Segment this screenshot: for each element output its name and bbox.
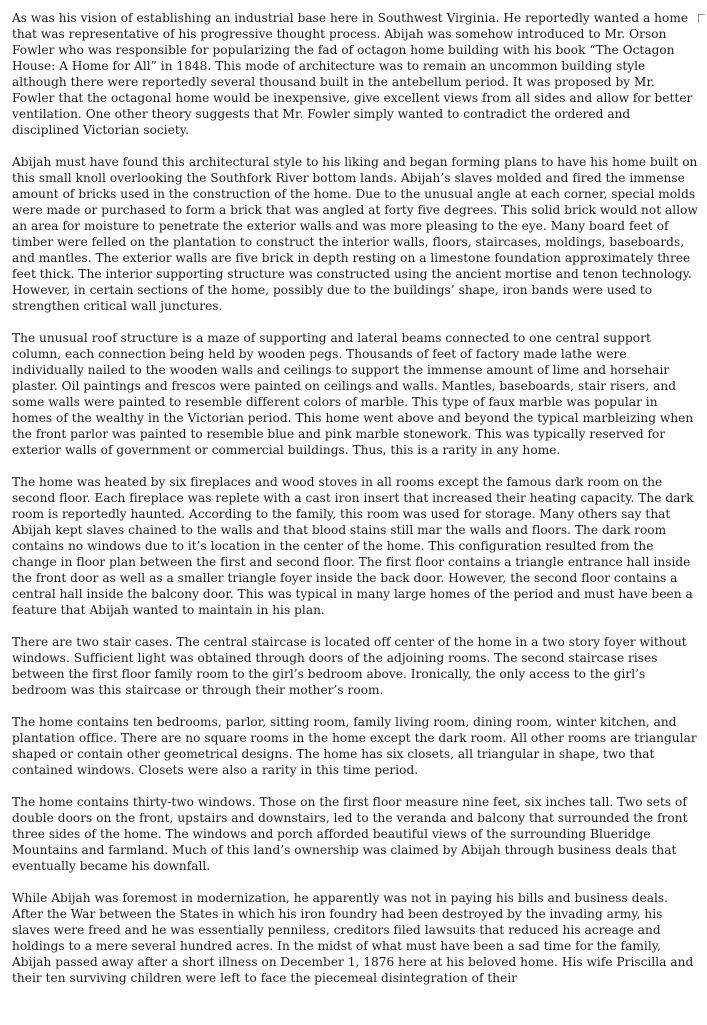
paragraph-windows: The home contains thirty-two windows. Those on the first floor measure nine feet, six inches tall. Two sets of double doors on the front, upstairs and downstairs, led to the veranda and balcony that surrounded the front three sides of the home. The windows and porch afforded beautiful views of the surrounding Blueridge Mountains and farmland. Much of this land’s ownership was claimed by Abijah through business deals that eventually became his downfall. — [12, 795, 688, 873]
paragraph-octagon-origins: As was his vision of establishing an industrial base here in Southwest Virginia. He reportedly wanted a home that was representative of his progressive thought process. Abijah was somehow introduced to Mr. Orson Fowler who was responsible for popularizing the fad of octagon home building with his book “The Octagon House: A Home for All” in 1848. This mode of architecture was to remain an uncommon building style although there were reportedly several thousand built in the antebellum period. It was proposed by Mr. Fowler that the octagonal home would be inexpensive, give excellent views from all sides and allow for better ventilation. One other theory suggests that Mr. Fowler simply wanted to contradict the ordered and disciplined Victorian society. — [12, 11, 693, 137]
paragraph-construction: Abijah must have found this architectural style to his liking and began forming plans to have his home built on this small knoll overlooking the Southfork River bottom lands. Abijah’s slaves molded and fired the immense amount of bricks used in the construction of the home. Due to the unusual angle at each corner, special molds were made or purchased to form a brick that was angled at forty five degrees. This solid brick would not allow an area for moisture to penetrate the exterior walls and was more pleasing to the eye. Many board feet of timber were felled on the plantation to construct the interior walls, floors, staircases, moldings, baseboards, and mantles. The exterior walls are five brick in depth resting on a limestone foundation approximately three feet thick. The interior supporting structure was constructed using the ancient mortise and tenon technology. However, in certain sections of the home, possibly due to the buildings’ shape, iron bands were used to strengthen critical wall junctures. — [12, 155, 698, 313]
paragraph-staircases: There are two stair cases. The central staircase is located off center of the home in a two story foyer without windows. Sufficient light was obtained through doors of the adjoining rooms. The second staircase rises between the first floor family room to the girl’s bedroom above. Ironically, the only access to the girl’s bedroom was this staircase or through their mother’s room. — [12, 635, 687, 697]
paragraph-roof-structure: The unusual roof structure is a maze of supporting and lateral beams connected to one central support column, each connection being held by wooden pegs. Thousands of feet of factory made lathe were individually nailed to the wooden walls and ceilings to support the immense amount of lime and horsehair plaster. Oil paintings and frescos were painted on ceilings and walls. Mantles, baseboards, stair risers, and some walls were painted to resemble different colors of marble. This type of faux marble was popular in homes of the wealthy in the Victorian period. This home went above and beyond the typical marbleizing when the front parlor was painted to resemble blue and pink marble stonework. This was typically reserved for exterior walls of government or commercial buildings. Thus, this is a rarity in any home. — [12, 331, 694, 457]
paragraph-downfall: While Abijah was foremost in modernization, he apparently was not in paying his bills and business deals. After the War between the States in which his iron foundry had been destroyed by the invading army, his slaves were freed and he was essentially penniless, creditors filed lawsuits that reduced his acreage and holdings to a mere several hundred acres. In the midst of what must have been a sad time for the family, Abijah passed away after a short illness on December 1, 1876 here at his beloved home. His wife Priscilla and their ten surviving children were left to face the piecemeal disintegration of their — [12, 891, 694, 985]
document-page — [12, 10, 700, 1002]
paragraph-heating-dark-room: The home was heated by six fireplaces and wood stoves in all rooms except the famous dark room on the second floor. Each fireplace was replete with a cast iron insert that increased their heating capacity. The dark room is reportedly haunted. According to the family, this room was used for storage. Many others say that Abijah kept slaves chained to the walls and that blood stains still mar the walls and floors. The dark room contains no windows due to it’s location in the center of the home. This configuration resulted from the change in floor plan between the first and second floor. The first floor contains a triangle entrance hall inside the front door as well as a smaller triangle foyer inside the back door. However, the second floor contains a central hall inside the balcony door. This was typical in many large homes of the period and must have been a feature that Abijah wanted to maintain in his plan. — [12, 475, 694, 617]
paragraph-rooms: The home contains ten bedrooms, parlor, sitting room, family living room, dining room, winter kitchen, and plantation office. There are no square rooms in the home except the dark room. All other rooms are triangular shaped or contain other geometrical designs. The home has six closets, all triangular in shape, two that contained windows. Closets were also a rarity in this time period. — [12, 715, 697, 777]
